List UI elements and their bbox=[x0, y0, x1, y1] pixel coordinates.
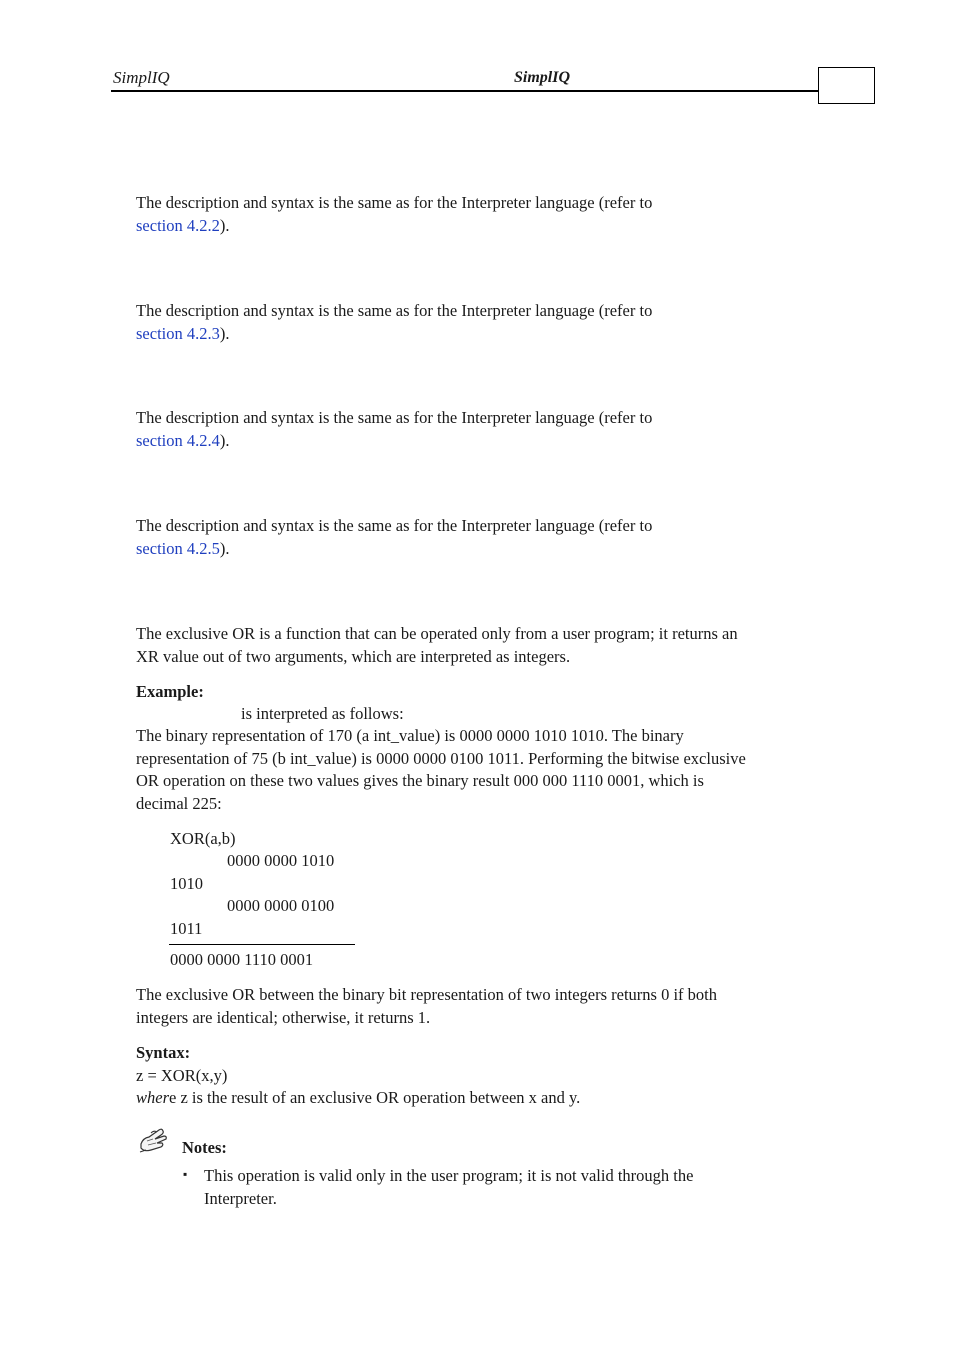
notes-label: Notes: bbox=[182, 1138, 227, 1157]
section-paragraph bbox=[136, 192, 836, 237]
calc-divider bbox=[169, 944, 355, 945]
where-rest: e z is the result of an exclusive OR operation between x and y. bbox=[169, 1088, 581, 1107]
calc-result: 0000 0000 1110 0001 bbox=[170, 950, 314, 969]
note-line: This operation is valid only in the user program; it is not valid through the bbox=[204, 1166, 694, 1185]
calc-a-part2: 1010 bbox=[170, 874, 203, 893]
xor-explanation bbox=[136, 984, 836, 1029]
paragraph-text: The description and syntax is the same as for the Interpreter language (refer to bbox=[136, 408, 653, 427]
syntax-where bbox=[136, 1087, 836, 1110]
paragraph-text: The description and syntax is the same as for the Interpreter language (refer to bbox=[136, 193, 653, 212]
binary-explanation bbox=[136, 725, 836, 815]
section-paragraph bbox=[136, 407, 836, 452]
header-center-title: SimplIQ bbox=[514, 69, 571, 86]
explain-line: The exclusive OR between the binary bit representation of two integers returns 0 if both bbox=[136, 985, 717, 1004]
paragraph-suffix: ). bbox=[219, 430, 230, 450]
example-line: is interpreted as follows: bbox=[241, 704, 404, 723]
paragraph-text: The description and syntax is the same as for the Interpreter language (refer to bbox=[136, 301, 653, 320]
syntax-label: Syntax: bbox=[136, 1043, 191, 1062]
syntax-code: z = XOR(x,y) bbox=[136, 1066, 228, 1085]
where-italic: wher bbox=[136, 1088, 169, 1107]
section-paragraph bbox=[136, 300, 836, 345]
paragraph-suffix: ). bbox=[219, 323, 230, 343]
xor-intro bbox=[136, 623, 836, 668]
note-text bbox=[204, 1165, 844, 1210]
note-hand-icon bbox=[137, 1124, 169, 1156]
binary-line: decimal 225: bbox=[136, 793, 222, 813]
calc-b-part2: 1011 bbox=[170, 919, 203, 938]
note-line: Interpreter. bbox=[204, 1188, 277, 1208]
header-left-title: SimplIQ bbox=[113, 68, 170, 87]
section-link[interactable]: section 4.2.4 bbox=[136, 430, 220, 450]
note-bullet: ▪ bbox=[183, 1167, 188, 1181]
paragraph-suffix: ). bbox=[219, 538, 230, 558]
section-link[interactable]: section 4.2.5 bbox=[136, 538, 220, 558]
section-paragraph bbox=[136, 515, 836, 560]
calc-b-part1: 0000 0000 0100 bbox=[227, 896, 335, 915]
binary-line: The binary representation of 170 (a int_value) is 0000 0000 1010 1010. The binary bbox=[136, 726, 684, 745]
example-label: Example: bbox=[136, 682, 204, 701]
page-number-box bbox=[818, 67, 875, 104]
paragraph-suffix: ). bbox=[219, 215, 230, 235]
section-link[interactable]: section 4.2.3 bbox=[136, 323, 220, 343]
paragraph-text: The description and syntax is the same as for the Interpreter language (refer to bbox=[136, 516, 653, 535]
section-link[interactable]: section 4.2.2 bbox=[136, 215, 220, 235]
header-rule bbox=[111, 90, 819, 92]
explain-line: integers are identical; otherwise, it returns 1. bbox=[136, 1007, 431, 1027]
binary-line: OR operation on these two values gives the binary result 000 000 1110 0001, which is bbox=[136, 771, 704, 790]
xor-intro-line: The exclusive OR is a function that can be operated only from a user program; it returns an bbox=[136, 624, 738, 643]
calc-a-part1: 0000 0000 1010 bbox=[227, 851, 335, 870]
binary-line: representation of 75 (b int_value) is 0000 0000 0100 1011. Performing the bitwise exclusive bbox=[136, 748, 746, 768]
calc-function: XOR(a,b) bbox=[170, 829, 236, 848]
xor-intro-line: XR value out of two arguments, which are interpreted as integers. bbox=[136, 646, 571, 666]
